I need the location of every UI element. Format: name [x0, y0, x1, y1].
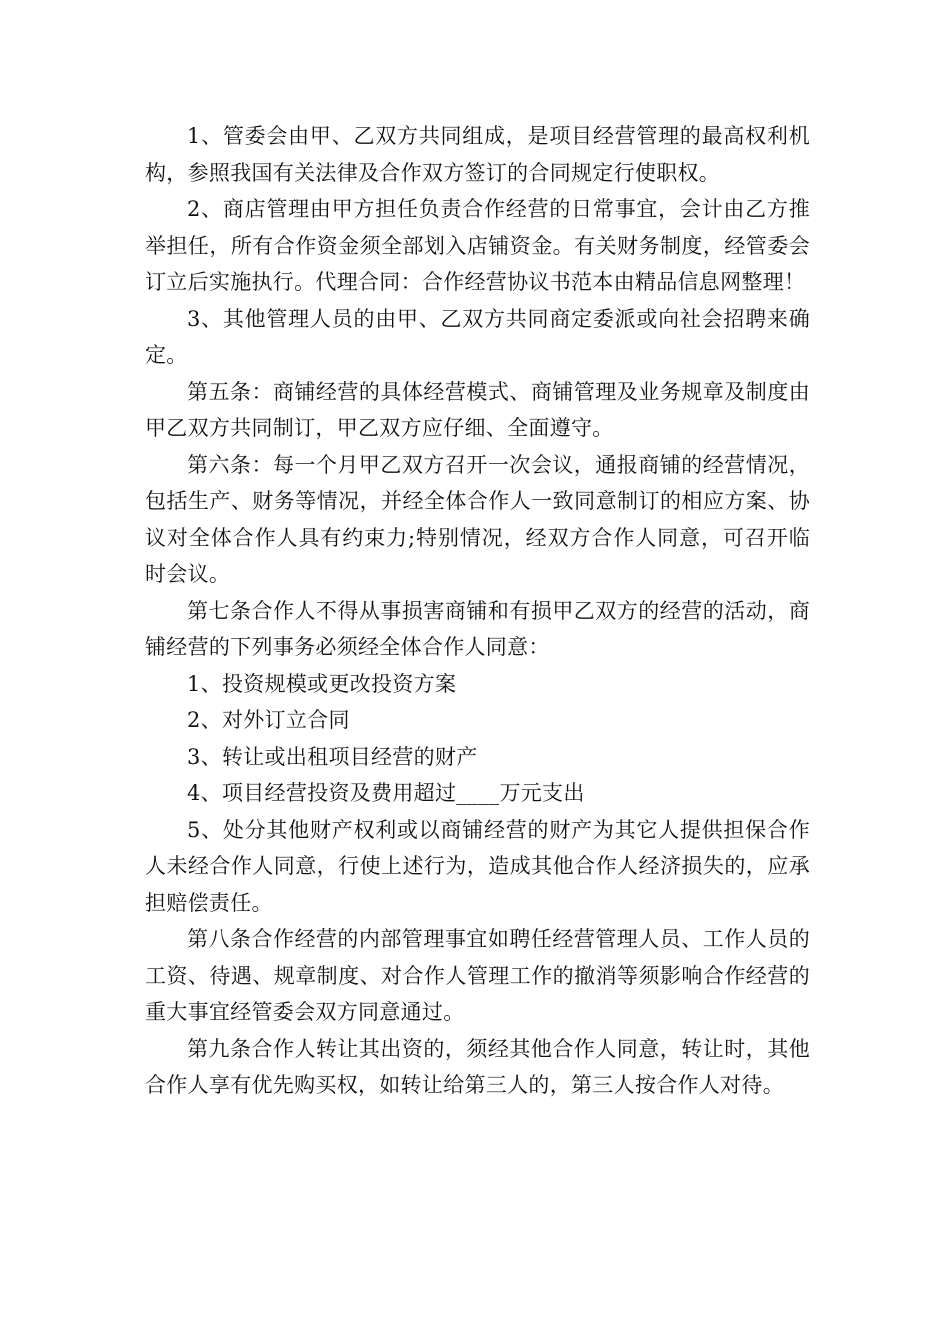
list-item-2: 2、对外订立合同 — [187, 708, 350, 732]
paragraph-article-6: 第六条：每一个月甲乙双方召开一次会议，通报商铺的经营情况，包括生产、财务等情况，并经全体合作人一致同意制订的相应方案、协议对全体合作人具有约束力;特别情况，经双方合作人同意，可召开临时会议。 — [145, 452, 810, 586]
list-item-3: 3、转让或出租项目经营的财产 — [187, 744, 478, 769]
paragraph-1: 1、管委会由甲、乙双方共同组成，是项目经营管理的最高权利机构，参照我国有关法律及合作双方签订的合同规定行使职权。 — [145, 124, 810, 185]
paragraph-article-9: 第九条合作人转让其出资的，须经其他合作人同意，转让时，其他合作人享有优先购买权，如转让给第三人的，第三人按合作人对待。 — [145, 1036, 810, 1097]
list-item-4: 4、项目经营投资及费用超过____万元支出 — [187, 781, 585, 805]
paragraph-article-8: 第八条合作经营的内部管理事宜如聘任经营管理人员、工作人员的工资、待遇、规章制度、对合作人管理工作的撤消等须影响合作经营的重大事宜经管委会双方同意通过。 — [145, 927, 810, 1024]
paragraph-3: 3、其他管理人员的由甲、乙双方共同商定委派或向社会招聘来确定。 — [145, 306, 810, 367]
list-item-5: 5、处分其他财产权利或以商铺经营的财产为其它人提供担保合作人未经合作人同意，行使上述行为，造成其他合作人经济损失的，应承担赔偿责任。 — [145, 817, 810, 915]
paragraph-2: 2、商店管理由甲方担任负责合作经营的日常事宜，会计由乙方推举担任，所有合作资金须全部划入店铺资金。有关财务制度，经管委会订立后实施执行。代理合同：合作经营协议书范本由精品信息网整理！ — [145, 197, 810, 294]
document-body — [145, 118, 810, 1104]
paragraph-article-7: 第七条合作人不得从事损害商铺和有损甲乙双方的经营的活动，商铺经营的下列事务必须经全体合作人同意： — [145, 598, 810, 659]
list-item-1: 1、投资规模或更改投资方案 — [187, 671, 457, 696]
paragraph-article-5: 第五条：商铺经营的具体经营模式、商铺管理及业务规章及制度由甲乙双方共同制订，甲乙双方应仔细、全面遵守。 — [145, 379, 810, 440]
